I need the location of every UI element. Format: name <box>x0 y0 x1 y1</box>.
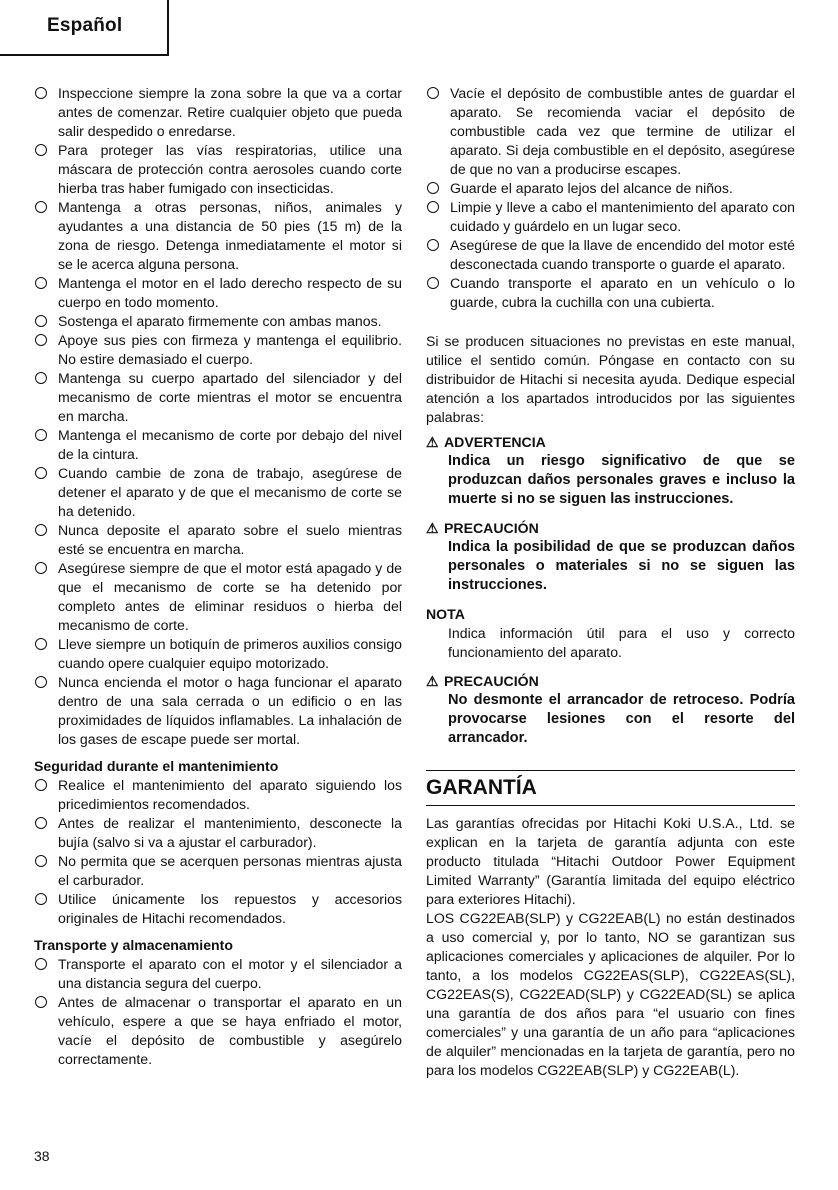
warning-triangle-icon: ⚠ <box>426 434 439 450</box>
nota-text: Indica información útil para el uso y correcto funcionamiento del aparato. <box>448 625 795 660</box>
circle-bullet-icon <box>35 562 47 574</box>
advertencia-heading: ⚠ ADVERTENCIA <box>426 434 546 450</box>
precaucion2-heading: ⚠ PRECAUCIÓN <box>426 673 539 689</box>
circle-bullet-icon <box>427 239 439 251</box>
nota-heading: NOTA <box>426 606 465 622</box>
circle-bullet-icon <box>35 334 47 346</box>
circle-bullet-icon <box>35 893 47 905</box>
precaucion2-text: No desmonte el arrancador de retroceso. Podría provocarse lesiones con el resorte del arrancador. <box>448 692 795 746</box>
list-item: Apoye sus pies con firmeza y mantenga el equilibrio. No estire demasiado el cuerpo. <box>34 331 402 369</box>
circle-bullet-icon <box>427 201 439 213</box>
list-item: Vacíe el depósito de combustible antes de guardar el aparato. Se recomienda vaciar el depósito de combustible cada vez que termine de utilizar el aparato. Si deja combustible en el depósito, asegúrese de que no van a producirse escapes. <box>426 84 795 179</box>
safety-list <box>34 84 402 749</box>
language-tab <box>0 0 169 56</box>
list-item: Mantenga el mecanismo de corte por debajo del nivel de la cintura. <box>34 426 402 464</box>
list-item: Para proteger las vías respiratorias, utilice una máscara de protección contra aerosoles cuando corte hierba tras haber fumigado con insecticidas. <box>34 141 402 198</box>
circle-bullet-icon <box>427 182 439 194</box>
list-item: Antes de realizar el mantenimiento, desconecte la bujía (salvo si va a ajustar el carburador). <box>34 814 402 852</box>
warning-triangle-icon: ⚠ <box>426 520 439 536</box>
list-item: Limpie y lleve a cabo el mantenimiento del aparato con cuidado y guárdelo en un lugar seco. <box>426 198 795 236</box>
circle-bullet-icon <box>35 315 47 327</box>
circle-bullet-icon <box>35 996 47 1008</box>
circle-bullet-icon <box>35 676 47 688</box>
circle-bullet-icon <box>35 467 47 479</box>
circle-bullet-icon <box>35 779 47 791</box>
page-number: 38 <box>34 1148 50 1164</box>
list-item: Sostenga el aparato firmemente con ambas manos. <box>34 312 402 331</box>
warranty-paragraph: LOS CG22EAB(SLP) y CG22EAB(L) no están destinados a uso comercial y, por lo tanto, NO se garantizan sus aplicaciones comerciales y aplicaciones de alquiler. Por lo tanto, a los modelos CG22EAS(SLP), CG22EAS(SL), CG22EAS(S), CG22EAD(SLP) y CG22EAD(SL) se aplica una garantía de dos años para “el usuario con fines comerciales” y una garantía de un año para “aplicaciones de alquiler” mencionadas en la tarjeta de garantía, pero no para los modelos CG22EAB(SLP) y CG22EAB(L). <box>426 910 795 1078</box>
list-item: Mantenga a otras personas, niños, animales y ayudantes a una distancia de 50 pies (15 m) de la zona de riesgo. Detenga inmediatamente el motor si se le acerca alguna persona. <box>34 198 402 274</box>
list-item: Cuando cambie de zona de trabajo, asegúrese de detener el aparato y de que el mecanismo de corte se ha detenido. <box>34 464 402 521</box>
circle-bullet-icon <box>427 87 439 99</box>
transport-list-continued <box>426 84 795 312</box>
left-column <box>34 84 402 1069</box>
circle-bullet-icon <box>35 144 47 156</box>
circle-bullet-icon <box>35 201 47 213</box>
section-divider <box>426 805 795 806</box>
circle-bullet-icon <box>35 277 47 289</box>
transport-list <box>34 955 402 1069</box>
precaucion-text: Indica la posibilidad de que se produzcan daños personales o materiales si no se siguen las instrucciones. <box>448 539 795 593</box>
language-label: Español <box>47 15 123 36</box>
list-item: Mantenga el motor en el lado derecho respecto de su cuerpo en todo momento. <box>34 274 402 312</box>
list-item: Realice el mantenimiento del aparato siguiendo los pricedimientos recomendados. <box>34 776 402 814</box>
warranty-title: GARANTÍA <box>426 776 537 799</box>
list-item: Lleve siempre un botiquín de primeros auxilios consigo cuando opere cualquier equipo motorizado. <box>34 635 402 673</box>
list-item: Antes de almacenar o transportar el aparato en un vehículo, espere a que se haya enfriado el motor, vacíe el depósito de combustible y asegúrelo correctamente. <box>34 993 402 1069</box>
maintenance-list <box>34 776 402 928</box>
circle-bullet-icon <box>35 87 47 99</box>
precaucion-heading: ⚠ PRECAUCIÓN <box>426 520 539 536</box>
circle-bullet-icon <box>427 277 439 289</box>
list-item: Guarde el aparato lejos del alcance de niños. <box>426 179 795 198</box>
list-item: Asegúrese siempre de que el motor está apagado y de que el mecanismo de corte se ha detenido por completo antes de eliminar residuos o hierba del mecanismo de corte. <box>34 559 402 635</box>
warning-triangle-icon: ⚠ <box>426 673 439 689</box>
list-item: Mantenga su cuerpo apartado del silenciador y del mecanismo de corte mientras el motor se encuentra en marcha. <box>34 369 402 426</box>
right-column <box>426 84 795 1080</box>
list-item: Nunca encienda el motor o haga funcionar el aparato dentro de una sala cerrada o un edificio o en las proximidades de líquidos inflamables. La inhalación de los gases de escape puede ser mortal. <box>34 673 402 749</box>
list-item: Utilice únicamente los repuestos y accesorios originales de Hitachi recomendados. <box>34 890 402 928</box>
circle-bullet-icon <box>35 429 47 441</box>
transport-heading: Transporte y almacenamiento <box>34 937 233 953</box>
circle-bullet-icon <box>35 524 47 536</box>
circle-bullet-icon <box>35 817 47 829</box>
circle-bullet-icon <box>35 372 47 384</box>
list-item: Cuando transporte el aparato en un vehículo o lo guarde, cubra la cuchilla con una cubierta. <box>426 274 795 312</box>
advertencia-text: Indica un riesgo significativo de que se produzcan daños personales graves e incluso la muerte si no se siguen las instrucciones. <box>448 453 795 507</box>
maintenance-heading: Seguridad durante el mantenimiento <box>34 758 279 774</box>
intro-paragraph: Si se producen situaciones no previstas en este manual, utilice el sentido común. Póngase en contacto con su distribuidor de Hitachi si necesita ayuda. Dedique especial atención a los apartados introducidos por las siguientes palabras: <box>426 333 795 425</box>
list-item: Asegúrese de que la llave de encendido del motor esté desconectada cuando transporte o guarde el aparato. <box>426 236 795 274</box>
list-item: No permita que se acerquen personas mientras ajusta el carburador. <box>34 852 402 890</box>
circle-bullet-icon <box>35 638 47 650</box>
list-item: Nunca deposite el aparato sobre el suelo mientras esté se encuentra en marcha. <box>34 521 402 559</box>
list-item: Transporte el aparato con el motor y el silenciador a una distancia segura del cuerpo. <box>34 955 402 993</box>
circle-bullet-icon <box>35 855 47 867</box>
list-item: Inspeccione siempre la zona sobre la que va a cortar antes de comenzar. Retire cualquier objeto que pueda salir despedido o enredarse. <box>34 84 402 141</box>
warranty-paragraph: Las garantías ofrecidas por Hitachi Koki U.S.A., Ltd. se explican en la tarjeta de garantía adjunta con este producto titulada “Hitachi Outdoor Power Equipment Limited Warranty” (Garantía limitada del equipo eléctrico para exteriores Hitachi). <box>426 815 795 907</box>
circle-bullet-icon <box>35 958 47 970</box>
